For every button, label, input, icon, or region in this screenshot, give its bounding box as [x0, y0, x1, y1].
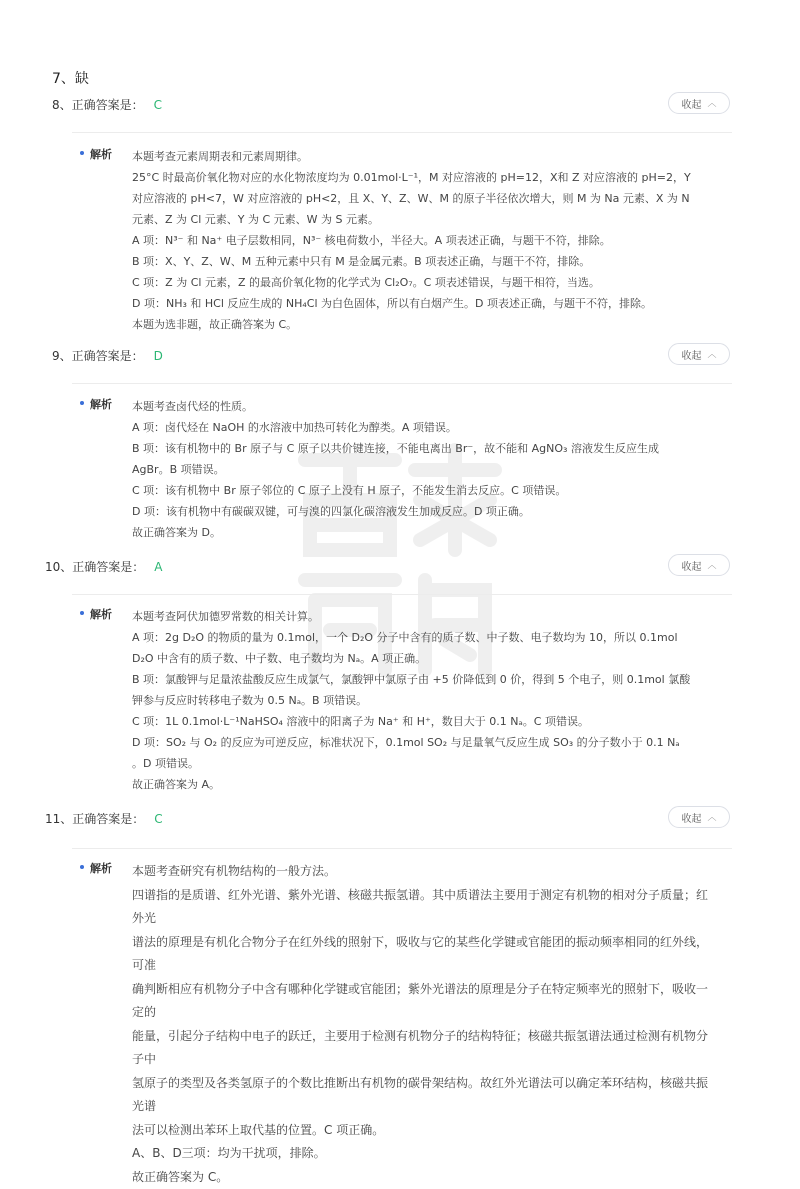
question-10-header: [0, 554, 800, 578]
bullet-icon: [80, 151, 84, 155]
analysis-text: 本题考查元素周期表和元素周期律。 25°C 时最高价氧化物对应的水化物浓度均为 0.01mol·L⁻¹，M 对应溶液的 pH=12，X和 Z 对应溶液的 pH=2，Y 对应溶液的 pH<7，W 对应溶液的 pH<2，且 X、Y、Z、W、M 的原子半径依次增大，则 M 为 Na 元素、X 为 N 元素、Z 为 Cl 元素、Y 为 C 元素、W 为 S 元素。 A 项：N³⁻ 和 Na⁺ 电子层数相同，N³⁻ 核电荷数小，半径大。A 项表述正确，与题干不符，排除。 B 项：X、Y、Z、W、M 五种元素中只有 M 是金属元素。B 项表述正确，与题干不符，排除。 C 项：Z 为 Cl 元素，Z 的最高价氧化物的化学式为 Cl₂O₇。C 项表述错误，与题干相符，当选。 D 项：NH₃ 和 HCl 反应生成的 NH₄Cl 为白色固体，所以有白烟产生。D 项表述正确，与题干不符，排除。 本题为选非题，故正确答案为 C。: [132, 150, 691, 331]
bullet-icon: [80, 865, 84, 869]
collapse-button[interactable]: 收起 ︿: [668, 554, 730, 576]
question-number: 10、正确答案是： A: [45, 560, 163, 574]
question-11-header: [0, 806, 800, 830]
question-number: 9、正确答案是： D: [52, 349, 163, 363]
divider: [72, 132, 732, 133]
analysis-label: 解析: [90, 398, 112, 411]
question-8-header: [0, 92, 800, 116]
analysis-text: 本题考查卤代烃的性质。 A 项：卤代烃在 NaOH 的水溶液中加热可转化为醇类。A 项错误。 B 项：该有机物中的 Br 原子与 C 原子以共价键连接，不能电离出 Br⁻，故不能和 AgNO₃ 溶液发生反应生成 AgBr。B 项错误。 C 项：该有机物中 Br 原子邻位的 C 原子上没有 H 原子，不能发生消去反应。C 项错误。 D 项：该有机物中有碳碳双键，可与溴的四氯化碳溶液发生加成反应。D 项正确。 故正确答案为 D。: [132, 400, 659, 539]
analysis-label: 解析: [90, 608, 112, 621]
collapse-button[interactable]: 收起 ︿: [668, 806, 730, 828]
chevron-up-icon: ︿: [707, 98, 717, 109]
question-9-header: [0, 343, 800, 367]
bullet-icon: [80, 401, 84, 405]
analysis-text: 本题考查研究有机物结构的一般方法。 四谱指的是质谱、红外光谱、紫外光谱、核磁共振氢谱。其中质谱法主要用于测定有机物的相对分子质量；红外光 谱法的原理是有机化合物分子在红外线的照射下，吸收与它的某些化学键或官能团的振动频率相同的红外线，可准 确判断相应有机物分子中含有哪种化学键或官能团；紫外光谱法的原理是分子在特定频率光的照射下，吸收一定的 能量，引起分子结构中电子的跃迁，主要用于检测有机物分子的结构特征；核磁共振氢谱法通过检测有机物分子中 氢原子的类型及各类氢原子的个数比推断出有机物的碳骨架结构。故红外光谱法可以确定苯环结构，核磁共振光谱 法可以检测出苯环上取代基的位置。C 项正确。 A、B、D三项：均为干扰项，排除。 故正确答案为 C。: [132, 864, 709, 1184]
analysis-label: 解析: [90, 862, 112, 875]
answer-value: C: [154, 812, 163, 826]
collapse-button[interactable]: 收起 ︿: [668, 92, 730, 114]
answer-value: C: [153, 98, 163, 112]
analysis-label: 解析: [90, 148, 112, 161]
chevron-up-icon: ︿: [707, 560, 717, 571]
collapse-button[interactable]: 收起 ︿: [668, 343, 730, 365]
chevron-up-icon: ︿: [707, 349, 717, 360]
missing-item-7: 7、缺: [52, 71, 89, 87]
divider: [72, 383, 732, 384]
chevron-up-icon: ︿: [707, 812, 717, 823]
question-number: 11、正确答案是： C: [45, 812, 163, 826]
analysis-text: 本题考查阿伏加德罗常数的相关计算。 A 项：2g D₂O 的物质的量为 0.1mol，一个 D₂O 分子中含有的质子数、中子数、电子数均为 10，所以 0.1mol D₂O 中含有的质子数、中子数、电子数均为 Nₐ。A 项正确。 B 项：氯酸钾与足量浓盐酸反应生成氯气，氯酸钾中氯原子由 +5 价降低到 0 价，得到 5 个电子，则 0.1mol 氯酸 钾参与反应时转移电子数为 0.5 Nₐ。B 项错误。 C 项：1L 0.1mol·L⁻¹NaHSO₄ 溶液中的阳离子为 Na⁺ 和 H⁺，数目大于 0.1 Nₐ。C 项错误。 D 项：SO₂ 与 O₂ 的反应为可逆反应，标准状况下，0.1mol SO₂ 与足量氧气反应生成 SO₃ 的分子数小于 0.1 Nₐ 。D 项错误。 故正确答案为 A。: [132, 610, 691, 791]
answer-value: D: [153, 349, 163, 363]
answer-value: A: [154, 560, 163, 574]
divider: [72, 848, 732, 849]
divider: [72, 594, 732, 595]
bullet-icon: [80, 611, 84, 615]
question-number: 8、正确答案是： C: [52, 98, 163, 112]
